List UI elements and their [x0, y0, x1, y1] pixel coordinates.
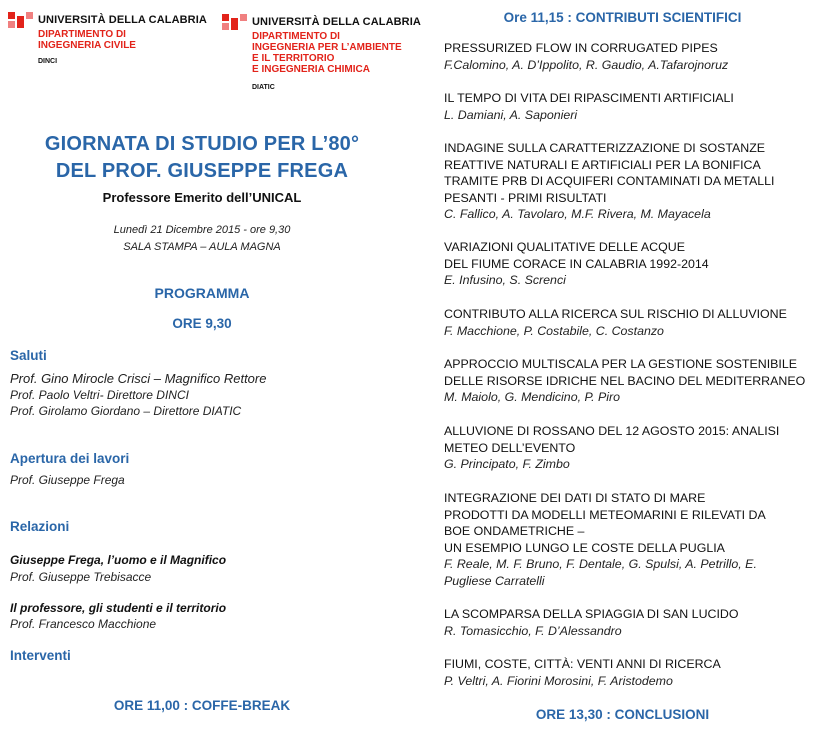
contribution-authors: R. Tomasicchio, F. D’Alessandro	[444, 623, 622, 638]
contribution-item	[444, 606, 825, 639]
contribution-title: FIUMI, COSTE, CITTÀ: VENTI ANNI DI RICERCA	[444, 657, 721, 671]
university-logo-icon	[8, 12, 34, 30]
program-start-time: ORE 9,30	[172, 316, 232, 331]
department-abbr: DINCI	[38, 58, 58, 65]
saluti-line: Prof. Girolamo Giordano – Direttore DIATIC	[10, 404, 242, 418]
event-subtitle: Professore Emerito dell’UNICAL	[102, 190, 302, 205]
event-date: Lunedì 21 Dicembre 2015 - ore 9,30	[113, 224, 291, 236]
contribution-title: DELLE RISORSE IDRICHE NEL BACINO DEL MEDITERRANEO	[444, 373, 806, 388]
contribution-title: ALLUVIONE DI ROSSANO DEL 12 AGOSTO 2015: ANALISI	[444, 424, 780, 438]
contribution-title: VARIAZIONI QUALITATIVE DELLE ACQUE	[444, 240, 685, 254]
contribution-title: CONTRIBUTO ALLA RICERCA SUL RISCHIO DI ALLUVIONE	[444, 307, 787, 321]
university-name: UNIVERSITÀ DELLA CALABRIA	[252, 16, 421, 28]
event-place: SALA STAMPA – AULA MAGNA	[123, 241, 281, 253]
contribution-title: DEL FIUME CORACE IN CALABRIA 1992-2014	[444, 256, 709, 271]
contribution-title: APPROCCIO MULTISCALA PER LA GESTIONE SOSTENIBILE	[444, 357, 797, 371]
department-line: E INGEGNERIA CHIMICA	[252, 64, 370, 75]
contribution-authors: Pugliese Carratelli	[444, 573, 545, 588]
contribution-item	[444, 140, 825, 223]
relazione-title: Il professore, gli studenti e il territorio	[10, 601, 227, 615]
saluti-line: Prof. Paolo Veltri- Direttore DINCI	[10, 388, 189, 402]
program-heading: PROGRAMMA	[154, 285, 250, 301]
contribution-item	[444, 306, 825, 339]
contribution-title: PESANTI - PRIMI RISULTATI	[444, 190, 607, 205]
apertura-speaker: Prof. Giuseppe Frega	[10, 473, 125, 487]
contribution-title: PRESSURIZED FLOW IN CORRUGATED PIPES	[444, 41, 718, 55]
department-line: INGEGNERIA PER L’AMBIENTE	[252, 42, 402, 53]
section-saluti-heading: Saluti	[10, 348, 47, 363]
logo-diatic	[222, 14, 422, 94]
contribution-title: INTEGRAZIONE DEI DATI DI STATO DI MARE	[444, 491, 706, 505]
contribution-authors: C. Fallico, A. Tavolaro, M.F. Rivera, M. Mayacela	[444, 207, 711, 222]
contribution-title: TRAMITE PRB DI ACQUIFERI CONTAMINATI DA METALLI	[444, 174, 775, 189]
event-title-line-2: DEL PROF. GIUSEPPE FREGA	[55, 160, 349, 182]
university-name: UNIVERSITÀ DELLA CALABRIA	[38, 14, 207, 26]
relazione-speaker: Prof. Giuseppe Trebisacce	[10, 570, 152, 584]
department-line: INGEGNERIA CIVILE	[38, 40, 136, 51]
contribution-title: METEO DELL’EVENTO	[444, 440, 576, 455]
university-logo-icon	[222, 14, 248, 32]
logo-dinci	[8, 12, 208, 72]
contribution-item	[444, 423, 825, 473]
contribution-authors: F.Calomino, A. D’Ippolito, R. Gaudio, A.Tafarojnoruz	[444, 57, 729, 72]
contribution-authors: G. Principato, F. Zimbo	[444, 457, 570, 472]
section-interventi-heading: Interventi	[10, 648, 71, 663]
contribution-item	[444, 90, 825, 123]
contribution-item	[444, 40, 825, 73]
contribution-authors: P. Veltri, A. Fiorini Morosini, F. Aristodemo	[444, 673, 673, 688]
department-abbr: DIATIC	[252, 84, 275, 91]
section-apertura-heading: Apertura dei lavori	[10, 451, 130, 466]
contributi-heading: Ore 11,15 : CONTRIBUTI SCIENTIFICI	[503, 10, 742, 25]
contribution-title: REATTIVE NATURALI E ARTIFICIALI PER LA BONIFICA	[444, 157, 761, 172]
contribution-item	[444, 490, 825, 590]
contribution-title: INDAGINE SULLA CARATTERIZZAZIONE DI SOSTANZE	[444, 141, 766, 155]
contribution-title: UN ESEMPIO LUNGO LE COSTE DELLA PUGLIA	[444, 540, 725, 555]
contribution-item	[444, 356, 825, 406]
department-line: E IL TERRITORIO	[252, 53, 335, 64]
coffee-break: ORE 11,00 : COFFE-BREAK	[113, 698, 291, 713]
contribution-title: IL TEMPO DI VITA DEI RIPASCIMENTI ARTIFICIALI	[444, 91, 734, 105]
contribution-authors: E. Infusino, S. Screnci	[444, 273, 566, 288]
contribution-title: LA SCOMPARSA DELLA SPIAGGIA DI SAN LUCIDO	[444, 607, 739, 621]
relazione-title: Giuseppe Frega, l’uomo e il Magnifico	[10, 553, 227, 567]
contribution-item	[444, 656, 825, 689]
department-line: DIPARTIMENTO DI	[252, 31, 340, 42]
department-line: DIPARTIMENTO DI	[38, 29, 126, 40]
contribution-authors: F. Reale, M. F. Bruno, F. Dentale, G. Spulsi, A. Petrillo, E.	[444, 557, 757, 572]
saluti-line: Prof. Gino Mirocle Crisci – Magnifico Rettore	[10, 371, 267, 386]
contribution-authors: L. Damiani, A. Saponieri	[444, 107, 578, 122]
relazione-speaker: Prof. Francesco Macchione	[10, 617, 157, 631]
contribution-authors: M. Maiolo, G. Mendicino, P. Piro	[444, 390, 621, 405]
conclusions: ORE 13,30 : CONCLUSIONI	[535, 707, 710, 722]
event-title-line-1: GIORNATA DI STUDIO PER L’80°	[44, 133, 360, 155]
contribution-title: BOE ONDAMETRICHE –	[444, 524, 585, 539]
section-relazioni-heading: Relazioni	[10, 519, 70, 534]
contribution-title: PRODOTTI DA MODELLI METEOMARINI E RILEVATI DA	[444, 507, 766, 522]
contribution-item	[444, 239, 825, 289]
contribution-authors: F. Macchione, P. Costabile, C. Costanzo	[444, 323, 664, 338]
